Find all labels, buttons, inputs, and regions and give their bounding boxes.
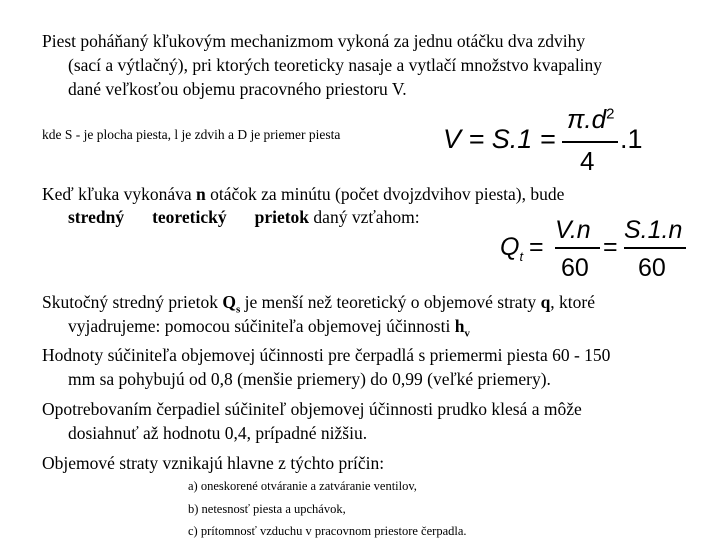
flow-intro-line-2: stredný teoretický prietok daný vzťahom:: [68, 207, 420, 227]
volume-loss-symbol: q: [540, 292, 551, 312]
losses-heading: Objemové straty vznikajú hlavne z týchto príčin:: [42, 453, 385, 473]
actual-flow-symbol: Q: [222, 292, 236, 312]
volume-formula-fraction-bar: [562, 141, 618, 143]
flow-formula-bar1: [555, 247, 600, 249]
variable-definitions: kde S - je plocha piesta, l je zdvih a D je priemer piesta: [42, 127, 341, 142]
flow-formula-den1: 60: [561, 254, 589, 282]
volume-formula-exponent: 2: [606, 105, 615, 123]
efficiency-symbol: h: [454, 316, 465, 336]
efficiency-values-line-2: mm sa pohybujú od 0,8 (menšie priemery) do 0,99 (veľké priemery).: [68, 369, 551, 389]
flow-formula-den2: 60: [638, 254, 666, 282]
actual-flow-line-1: Skutočný stredný prietok $Q_s$ je menší než teoretický o objemové straty q, ktoré: [42, 292, 596, 316]
flow-formula-eq1: =: [529, 233, 544, 261]
volume-formula-lhs: V = S.1 =: [443, 124, 556, 154]
actual-flow-line-2: vyjadrujeme: pomocou súčiniteľa objemovej účinnosti $h_v$: [68, 316, 470, 340]
intro-line-3: dané veľkosťou objemu pracovného priestoru V.: [68, 79, 407, 99]
intro-line-1: Piest poháňaný kľukovým mechanizmom vykoná za jednu otáčku dva zdvihy: [42, 31, 586, 51]
flow-intro-line-1: Keď kľuka vykonáva n otáčok za minútu (počet dvojzdvihov piesta), bude: [42, 184, 565, 204]
wear-line-1: Opotrebovaním čerpadiel súčiniteľ objemovej účinnosti prudko klesá a môže: [42, 399, 582, 419]
flow-formula-num2: S.1.n: [624, 216, 683, 244]
efficiency-values-line-1: Hodnoty súčiniteľa objemovej účinnosti pre čerpadlá s priemermi piesta 60 - 150: [42, 345, 611, 365]
volume-formula-denominator: 4: [580, 146, 595, 176]
volume-formula-numerator: $\pi.d^2$: [567, 104, 615, 134]
flow-formula-bar2: [624, 247, 686, 249]
flow-formula-num1: V.n: [555, 216, 591, 244]
flow-formula-eq2: =: [603, 233, 618, 261]
flow-formula-lhs: $Q_t$: [500, 233, 524, 264]
cause-item-c: c) prítomnosť vzduchu v pracovnom priestore čerpadla.: [188, 524, 467, 538]
volume-formula-tail: .1: [620, 124, 643, 154]
cause-item-b: b) netesnosť piesta a upchávok,: [188, 502, 346, 516]
intro-line-2: (sací a výtlačný), pri ktorých teoreticky nasaje a vytlačí množstvo kvapaliny: [68, 55, 603, 75]
wear-line-2: dosiahnuť až hodnotu 0,4, prípadné nižšiu.: [68, 423, 368, 443]
cause-item-a: a) oneskorené otváranie a zatváranie ventilov,: [188, 479, 417, 493]
rpm-symbol: n: [196, 184, 206, 204]
